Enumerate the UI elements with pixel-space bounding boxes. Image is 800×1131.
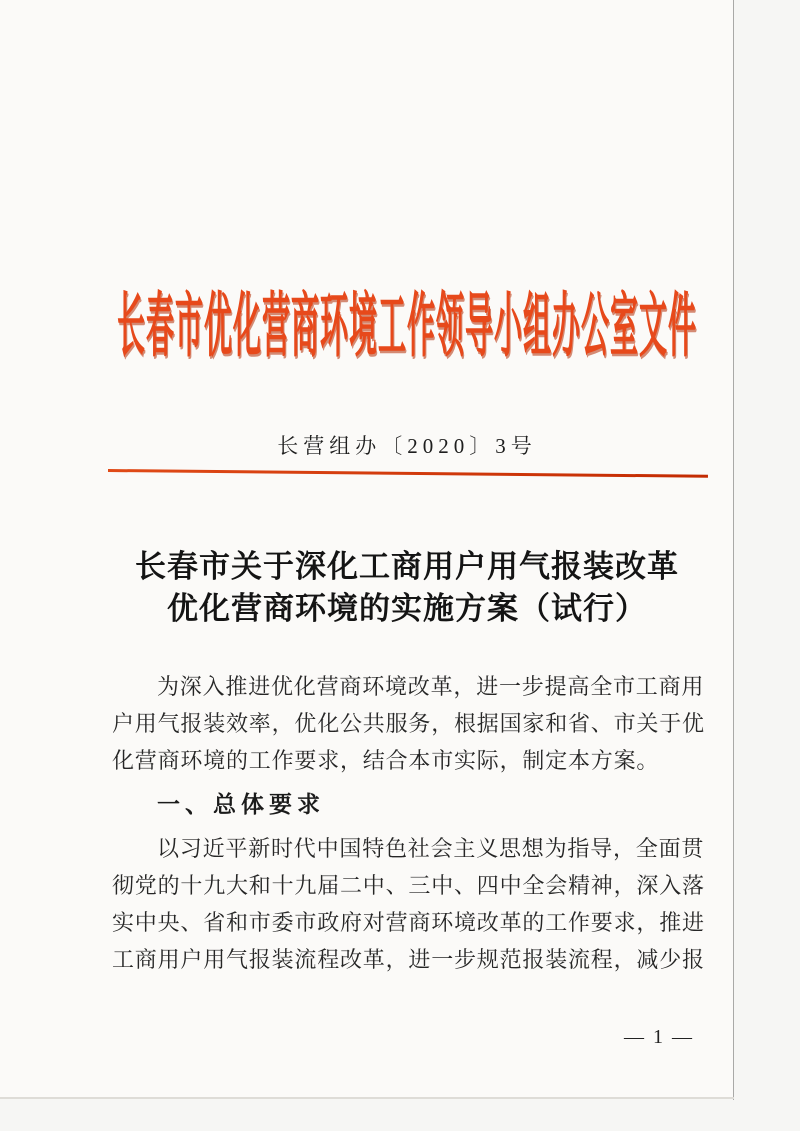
body-line: 户用气报装效率，优化公共服务，根据国家和省、市关于优: [112, 711, 705, 736]
body-line: 工商用户用气报装流程改革，进一步规范报装流程，减少报: [112, 947, 705, 972]
red-divider-line: [108, 469, 708, 478]
body-line: 为深入推进优化营商环境改革，进一步提高全市工商用: [157, 674, 705, 699]
page-content: [112, 0, 705, 1131]
document-body: [112, 668, 704, 978]
letterhead-title: 长春市优化营商环境工作领导小组办公室文件: [116, 284, 697, 367]
document-number: 长营组办〔2020〕3号: [277, 434, 537, 458]
scan-page-bottom-edge: [0, 1097, 734, 1099]
section-heading-1: 一、总体要求: [157, 792, 325, 818]
document-title-line2: 优化营商环境的实施方案（试行）: [167, 591, 647, 626]
body-line: 化营商环境的工作要求，结合本市实际，制定本方案。: [112, 748, 660, 773]
scan-page-right-edge: [733, 0, 734, 1100]
body-line: 以习近平新时代中国特色社会主义思想为指导，全面贯: [157, 836, 705, 861]
page-number: — 1 —: [624, 1026, 694, 1048]
document-title: [102, 546, 712, 630]
red-letterhead: [112, 279, 702, 365]
body-line: 实中央、省和市委市政府对营商环境改革的工作要求，推进: [112, 910, 705, 935]
document-title-line1: 长春市关于深化工商用户用气报装改革: [135, 549, 679, 584]
body-line: 彻党的十九大和十九届二中、三中、四中全会精神，深入落: [112, 873, 705, 898]
